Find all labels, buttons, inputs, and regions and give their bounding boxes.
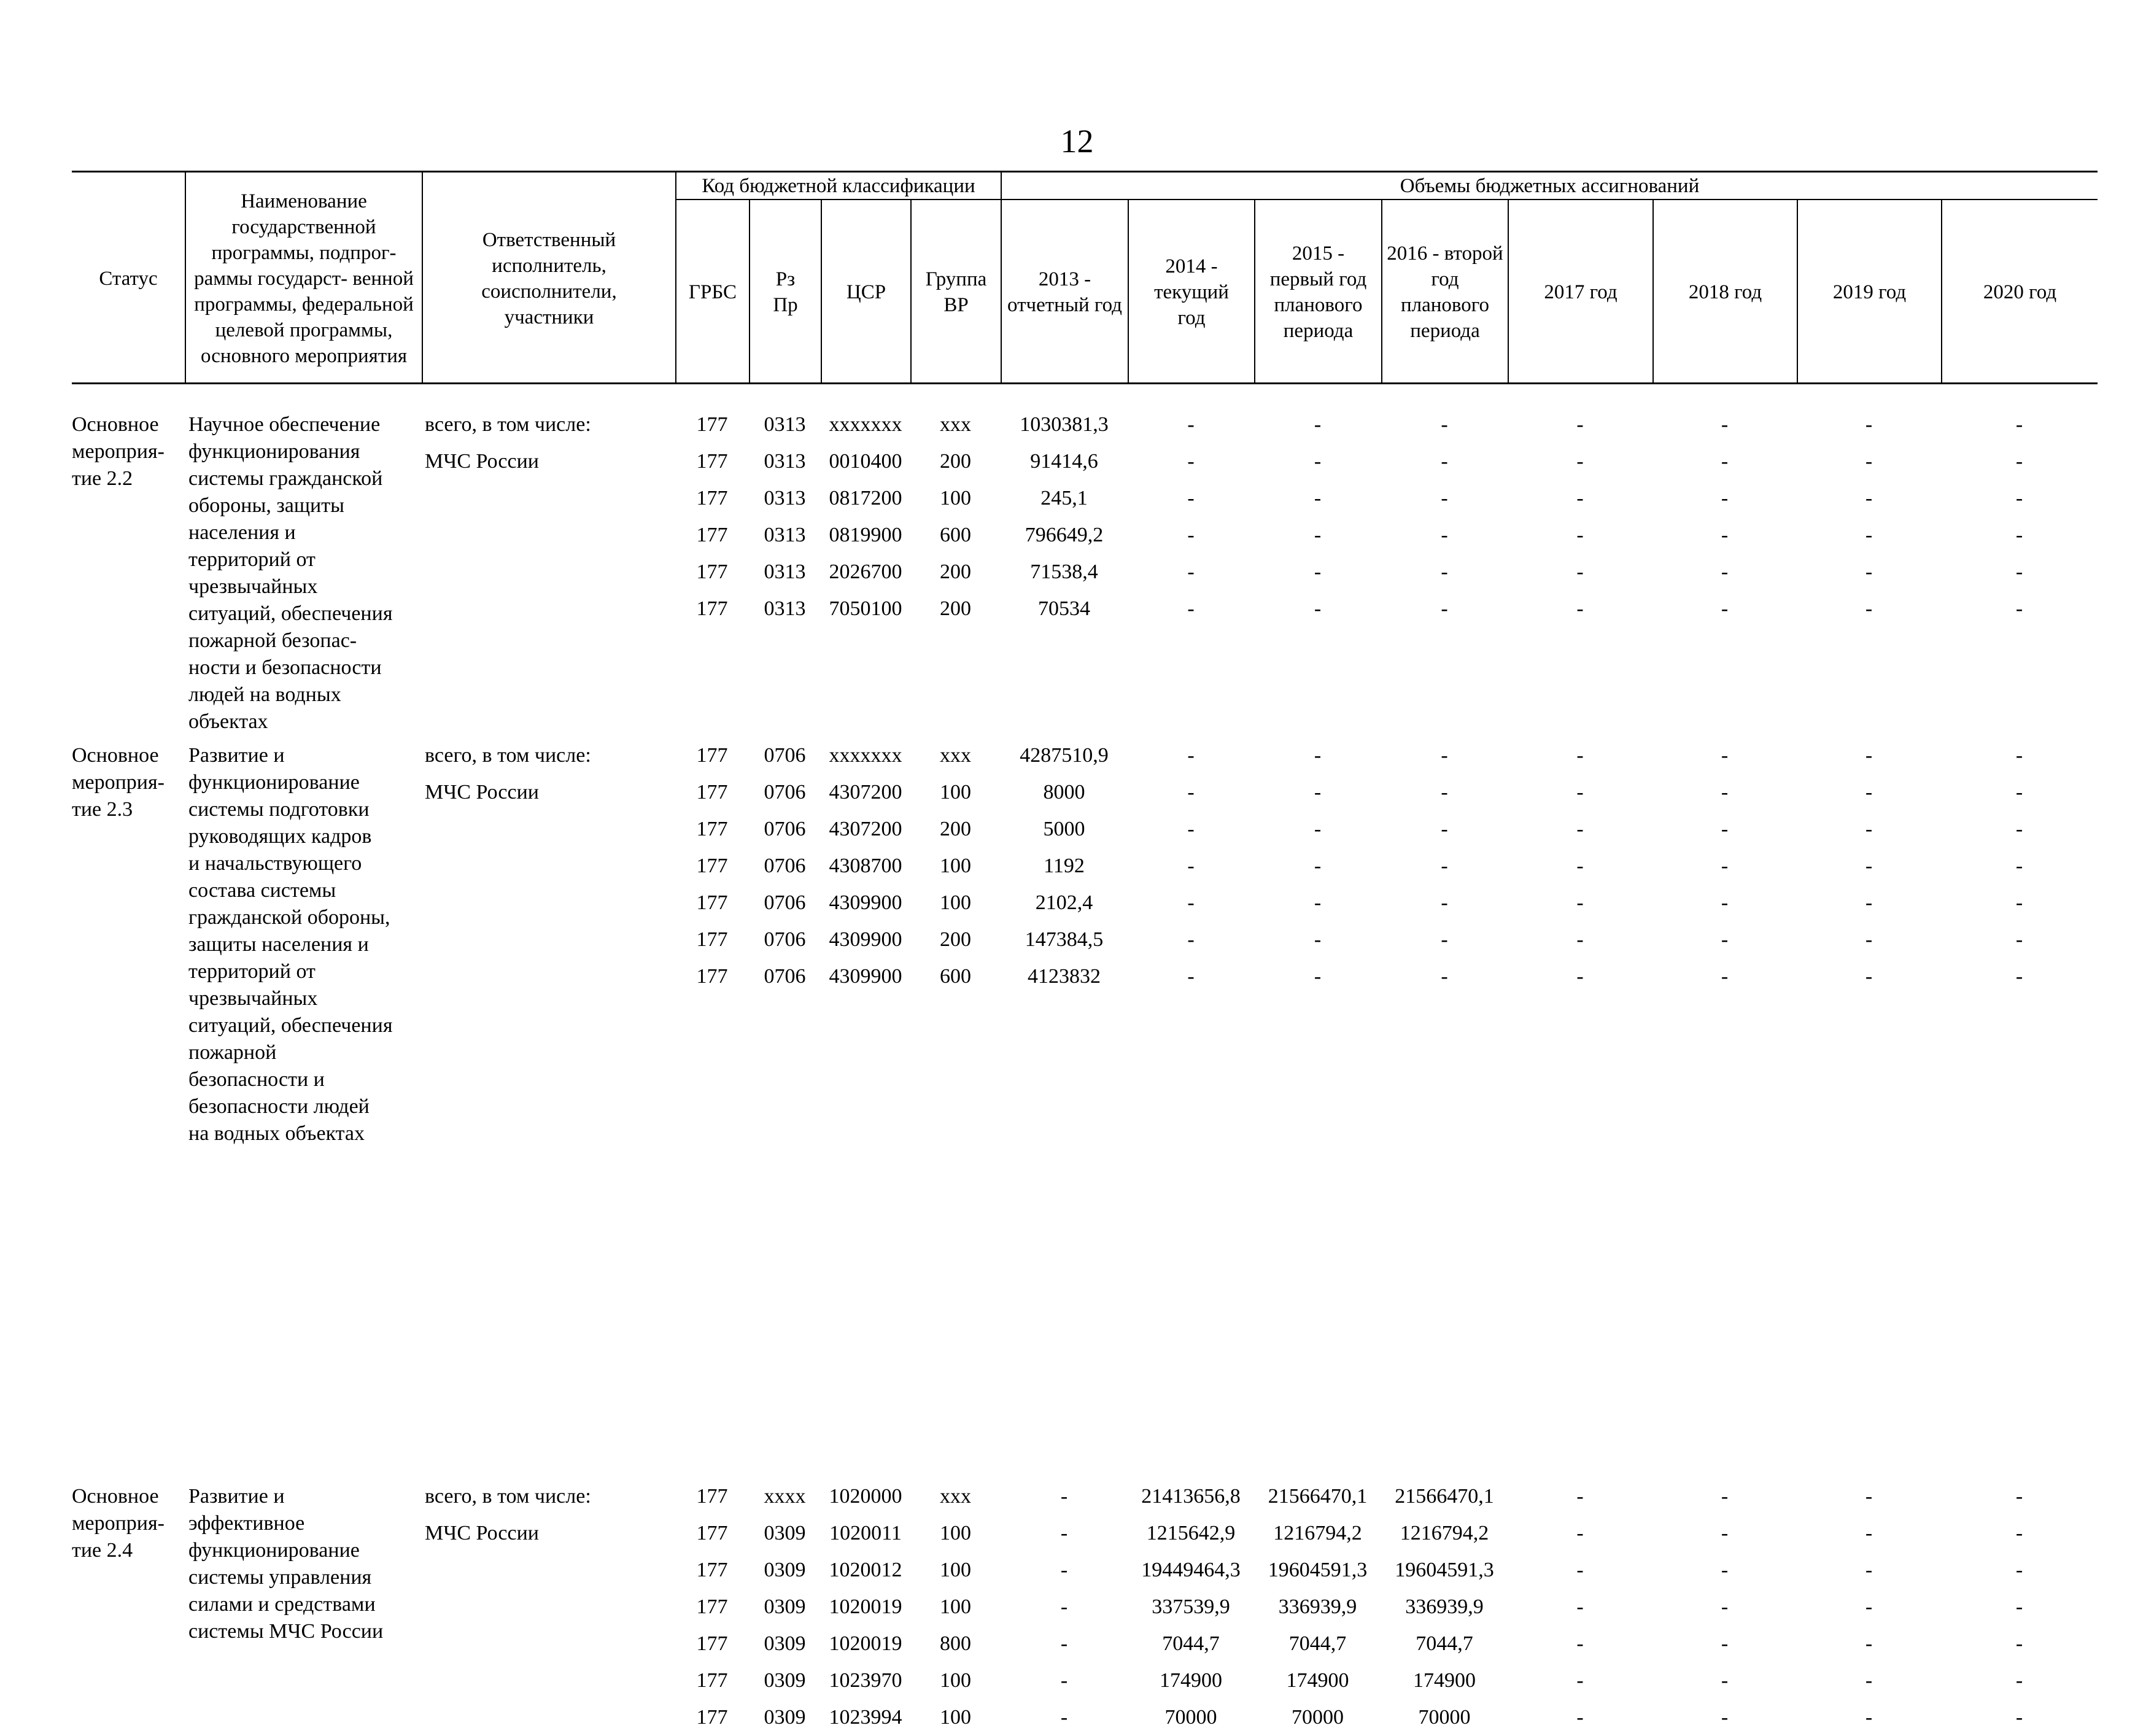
cell-y2019: - bbox=[1865, 1595, 1873, 1618]
cell-grbs: 177 bbox=[696, 1559, 728, 1581]
cell-y2018: - bbox=[1721, 597, 1729, 620]
table-row bbox=[72, 885, 2098, 921]
cell-y2015: - bbox=[1314, 891, 1322, 914]
cell-grbs: 177 bbox=[696, 891, 728, 914]
cell-y2017: - bbox=[1576, 1522, 1584, 1544]
cell-y2017: - bbox=[1576, 744, 1584, 767]
table-row bbox=[72, 737, 2098, 774]
cell-y2019: - bbox=[1865, 781, 1873, 804]
cell-csr: 0819900 bbox=[829, 524, 902, 546]
cell-y2013: 245,1 bbox=[1040, 487, 1088, 510]
cell-y2014: - bbox=[1187, 965, 1195, 988]
cell-y2016: - bbox=[1441, 744, 1448, 767]
cell-y2017: - bbox=[1576, 818, 1584, 840]
cell-y2013: - bbox=[1060, 1485, 1068, 1508]
cell-y2017: - bbox=[1576, 854, 1584, 877]
cell-rz-pr: 0309 bbox=[764, 1595, 806, 1618]
group-status: Основное мероприя- тие 2.3 bbox=[72, 744, 165, 821]
cell-y2013: 5000 bbox=[1043, 818, 1085, 840]
cell-y2015: - bbox=[1314, 965, 1322, 988]
cell-y2017: - bbox=[1576, 1559, 1584, 1581]
cell-y2016: 7044,7 bbox=[1416, 1632, 1473, 1655]
cell-vr: 100 bbox=[940, 487, 971, 510]
cell-y2020: - bbox=[2015, 1485, 2023, 1508]
cell-y2016: - bbox=[1441, 818, 1448, 840]
cell-y2017: - bbox=[1576, 928, 1584, 951]
cell-y2019: - bbox=[1865, 965, 1873, 988]
cell-y2013: 2102,4 bbox=[1035, 891, 1093, 914]
cell-y2017: - bbox=[1576, 891, 1584, 914]
cell-vr: 200 bbox=[940, 450, 971, 473]
cell-rz-pr: 0309 bbox=[764, 1669, 806, 1692]
cell-y2013: - bbox=[1060, 1632, 1068, 1655]
cell-vr: 200 bbox=[940, 560, 971, 583]
cell-y2019: - bbox=[1865, 1559, 1873, 1581]
cell-rz-pr: 0309 bbox=[764, 1559, 806, 1581]
cell-y2017: - bbox=[1576, 413, 1584, 436]
cell-csr: ххххххх bbox=[829, 744, 902, 767]
cell-y2020: - bbox=[2015, 1669, 2023, 1692]
cell-y2014: 70000 bbox=[1164, 1706, 1217, 1729]
cell-y2018: - bbox=[1721, 965, 1729, 988]
cell-csr: 1020011 bbox=[829, 1522, 902, 1544]
cell-y2019: - bbox=[1865, 744, 1873, 767]
cell-y2018: - bbox=[1721, 450, 1729, 473]
cell-y2020: - bbox=[2015, 781, 2023, 804]
cell-y2014: - bbox=[1187, 928, 1195, 951]
cell-vr: 600 bbox=[940, 524, 971, 546]
table-body bbox=[72, 384, 2098, 1729]
cell-y2014: - bbox=[1187, 781, 1195, 804]
cell-y2014: - bbox=[1187, 524, 1195, 546]
cell-y2019: - bbox=[1865, 450, 1873, 473]
cell-y2015: 1216794,2 bbox=[1273, 1522, 1362, 1544]
cell-y2017: - bbox=[1576, 1632, 1584, 1655]
table-row bbox=[72, 591, 2098, 627]
table-row bbox=[72, 406, 2098, 443]
cell-y2017: - bbox=[1576, 450, 1584, 473]
cell-grbs: 177 bbox=[696, 818, 728, 840]
cell-y2018: - bbox=[1721, 744, 1729, 767]
cell-rz-pr: 0706 bbox=[764, 965, 806, 988]
cell-y2020: - bbox=[2015, 560, 2023, 583]
cell-vr: 100 bbox=[940, 1522, 971, 1544]
header-2016: 2016 - второй год планового периода bbox=[1387, 242, 1503, 342]
cell-y2019: - bbox=[1865, 487, 1873, 510]
cell-y2019: - bbox=[1865, 1632, 1873, 1655]
cell-y2017: - bbox=[1576, 1485, 1584, 1508]
table-row bbox=[72, 1552, 2098, 1589]
cell-y2014: - bbox=[1187, 597, 1195, 620]
cell-rz-pr: 0309 bbox=[764, 1522, 806, 1544]
cell-y2017: - bbox=[1576, 1706, 1584, 1729]
cell-csr: 4307200 bbox=[829, 818, 902, 840]
cell-grbs: 177 bbox=[696, 1669, 728, 1692]
header-name: Наименование государственной программы, подпрог- раммы государст- венной программы, федеральной целевой программы, основного мероприятия bbox=[194, 190, 414, 367]
cell-y2020: - bbox=[2015, 413, 2023, 436]
cell-y2018: - bbox=[1721, 1485, 1729, 1508]
header-2019: 2019 год bbox=[1832, 281, 1907, 303]
cell-y2015: - bbox=[1314, 818, 1322, 840]
cell-y2019: - bbox=[1865, 560, 1873, 583]
group-status: Основное мероприя- тие 2.2 bbox=[72, 413, 165, 490]
table-row bbox=[72, 1478, 2098, 1515]
cell-grbs: 177 bbox=[696, 1595, 728, 1618]
cell-y2016: 70000 bbox=[1418, 1706, 1471, 1729]
cell-rz-pr: 0706 bbox=[764, 818, 806, 840]
cell-y2017: - bbox=[1576, 1669, 1584, 1692]
cell-y2014: 7044,7 bbox=[1162, 1632, 1220, 1655]
table-row bbox=[72, 774, 2098, 811]
cell-rz-pr: 0706 bbox=[764, 854, 806, 877]
cell-y2013: - bbox=[1060, 1595, 1068, 1618]
cell-csr: 2026700 bbox=[829, 560, 902, 583]
cell-vr: ххх bbox=[940, 413, 971, 436]
cell-vr: 600 bbox=[940, 965, 971, 988]
cell-rz-pr: 0313 bbox=[764, 597, 806, 620]
cell-y2020: - bbox=[2015, 965, 2023, 988]
cell-y2019: - bbox=[1865, 413, 1873, 436]
cell-y2014: 19449464,3 bbox=[1141, 1559, 1241, 1581]
cell-vr: 100 bbox=[940, 1595, 971, 1618]
table-row bbox=[72, 1699, 2098, 1736]
cell-y2016: - bbox=[1441, 487, 1448, 510]
cell-y2018: - bbox=[1721, 487, 1729, 510]
cell-grbs: 177 bbox=[696, 413, 728, 436]
cell-y2018: - bbox=[1721, 524, 1729, 546]
table-row bbox=[72, 1662, 2098, 1699]
header-code-group: Код бюджетной классификации bbox=[702, 174, 975, 197]
cell-rz-pr: 0313 bbox=[764, 413, 806, 436]
cell-vr: 100 bbox=[940, 891, 971, 914]
page-number: 12 bbox=[1060, 123, 1094, 160]
cell-csr: ххххххх bbox=[829, 413, 902, 436]
cell-y2014: 21413656,8 bbox=[1141, 1485, 1241, 1508]
cell-y2016: - bbox=[1441, 413, 1448, 436]
cell-y2013: 796649,2 bbox=[1025, 524, 1104, 546]
cell-y2015: - bbox=[1314, 487, 1322, 510]
table-row bbox=[72, 443, 2098, 480]
table-row bbox=[72, 921, 2098, 958]
header-vr: Группа ВР bbox=[925, 268, 987, 316]
responsible-total: всего, в том числе: bbox=[425, 744, 591, 767]
cell-y2019: - bbox=[1865, 1485, 1873, 1508]
cell-y2020: - bbox=[2015, 597, 2023, 620]
cell-y2014: 174900 bbox=[1160, 1669, 1222, 1692]
table-row bbox=[72, 480, 2098, 517]
header-rzpr: Рз Пр bbox=[773, 268, 798, 316]
cell-y2019: - bbox=[1865, 1706, 1873, 1729]
cell-grbs: 177 bbox=[696, 597, 728, 620]
cell-y2020: - bbox=[2015, 744, 2023, 767]
cell-y2015: - bbox=[1314, 524, 1322, 546]
cell-rz-pr: 0313 bbox=[764, 487, 806, 510]
cell-y2018: - bbox=[1721, 560, 1729, 583]
header-2014: 2014 - текущий год bbox=[1154, 255, 1229, 329]
cell-y2015: 70000 bbox=[1292, 1706, 1344, 1729]
cell-y2018: - bbox=[1721, 413, 1729, 436]
cell-y2015: - bbox=[1314, 597, 1322, 620]
table-header bbox=[72, 171, 2098, 384]
cell-grbs: 177 bbox=[696, 1706, 728, 1729]
header-grbs: ГРБС bbox=[688, 281, 737, 303]
cell-y2019: - bbox=[1865, 928, 1873, 951]
cell-y2013: 4123832 bbox=[1028, 965, 1101, 988]
cell-y2015: - bbox=[1314, 781, 1322, 804]
cell-y2016: 336939,9 bbox=[1405, 1595, 1484, 1618]
cell-grbs: 177 bbox=[696, 1485, 728, 1508]
group-name: Развитие и эффективное функционирование системы управления силами и средствами системы МЧС России bbox=[188, 1485, 384, 1643]
cell-y2013: - bbox=[1060, 1669, 1068, 1692]
responsible-total: всего, в том числе: bbox=[425, 413, 591, 436]
responsible-org: МЧС России bbox=[425, 781, 539, 804]
cell-y2018: - bbox=[1721, 1595, 1729, 1618]
cell-csr: 4307200 bbox=[829, 781, 902, 804]
cell-grbs: 177 bbox=[696, 560, 728, 583]
cell-vr: 800 bbox=[940, 1632, 971, 1655]
cell-csr: 4309900 bbox=[829, 928, 902, 951]
cell-y2016: 174900 bbox=[1413, 1669, 1476, 1692]
cell-vr: 200 bbox=[940, 818, 971, 840]
cell-y2018: - bbox=[1721, 928, 1729, 951]
cell-rz-pr: 0309 bbox=[764, 1632, 806, 1655]
cell-csr: 1020012 bbox=[829, 1559, 902, 1581]
cell-y2014: - bbox=[1187, 854, 1195, 877]
cell-vr: ххх bbox=[940, 1485, 971, 1508]
cell-csr: 1023994 bbox=[829, 1706, 902, 1729]
cell-y2015: 7044,7 bbox=[1288, 1632, 1347, 1655]
cell-y2013: 91414,6 bbox=[1030, 450, 1098, 473]
cell-y2018: - bbox=[1721, 1632, 1729, 1655]
cell-y2016: - bbox=[1441, 560, 1448, 583]
cell-vr: 100 bbox=[940, 854, 971, 877]
cell-csr: 0817200 bbox=[829, 487, 902, 510]
table-row bbox=[72, 848, 2098, 885]
table-row bbox=[72, 811, 2098, 848]
header-2018: 2018 год bbox=[1688, 281, 1762, 303]
cell-y2015: 336939,9 bbox=[1278, 1595, 1357, 1618]
cell-grbs: 177 bbox=[696, 744, 728, 767]
cell-vr: 200 bbox=[940, 928, 971, 951]
cell-grbs: 177 bbox=[696, 487, 728, 510]
table-row bbox=[72, 1626, 2098, 1662]
cell-y2014: - bbox=[1187, 413, 1195, 436]
cell-csr: 4309900 bbox=[829, 891, 902, 914]
cell-vr: 100 bbox=[940, 1559, 971, 1581]
cell-y2015: 21566470,1 bbox=[1268, 1485, 1368, 1508]
cell-y2018: - bbox=[1721, 891, 1729, 914]
cell-vr: 200 bbox=[940, 597, 971, 620]
cell-y2013: - bbox=[1060, 1706, 1068, 1729]
responsible-org: МЧС России bbox=[425, 450, 539, 473]
cell-y2016: - bbox=[1441, 965, 1448, 988]
cell-csr: 0010400 bbox=[829, 450, 902, 473]
cell-y2016: 21566470,1 bbox=[1395, 1485, 1494, 1508]
cell-csr: 1023970 bbox=[829, 1669, 902, 1692]
cell-grbs: 177 bbox=[696, 965, 728, 988]
cell-y2013: - bbox=[1060, 1559, 1068, 1581]
cell-y2018: - bbox=[1721, 818, 1729, 840]
group-status: Основное мероприя- тие 2.4 bbox=[72, 1485, 165, 1562]
cell-y2019: - bbox=[1865, 854, 1873, 877]
cell-y2018: - bbox=[1721, 781, 1729, 804]
group-name: Развитие и функционирование системы подготовки руководящих кадров и начальствующего состава системы гражданской обороны, защиты населения и территорий от чрезвычайных ситуаций, обеспечения пожарной безопасности и безопасности людей на водных объектах bbox=[188, 744, 393, 1145]
cell-y2016: - bbox=[1441, 781, 1448, 804]
cell-y2013: 70534 bbox=[1038, 597, 1090, 620]
cell-rz-pr: 0313 bbox=[764, 450, 806, 473]
cell-y2020: - bbox=[2015, 1595, 2023, 1618]
cell-y2015: - bbox=[1314, 560, 1322, 583]
cell-y2013: 1192 bbox=[1044, 854, 1085, 877]
cell-grbs: 177 bbox=[696, 450, 728, 473]
cell-rz-pr: 0706 bbox=[764, 928, 806, 951]
cell-y2018: - bbox=[1721, 1669, 1729, 1692]
cell-y2016: 1216794,2 bbox=[1400, 1522, 1489, 1544]
cell-y2013: 8000 bbox=[1043, 781, 1085, 804]
cell-y2019: - bbox=[1865, 524, 1873, 546]
cell-y2015: - bbox=[1314, 413, 1322, 436]
cell-y2016: - bbox=[1441, 524, 1448, 546]
cell-rz-pr: 0706 bbox=[764, 781, 806, 804]
table-row bbox=[72, 1589, 2098, 1626]
cell-y2019: - bbox=[1865, 891, 1873, 914]
cell-y2016: - bbox=[1441, 597, 1448, 620]
cell-csr: 7050100 bbox=[829, 597, 902, 620]
cell-y2014: - bbox=[1187, 450, 1195, 473]
group-name: Научное обеспечение функционирования системы гражданской обороны, защиты населения и территорий от чрезвычайных ситуаций, обеспечения пожарной безопас- ности и безопасности людей на водных объектах bbox=[188, 413, 393, 733]
cell-y2014: 337539,9 bbox=[1152, 1595, 1230, 1618]
cell-vr: 100 bbox=[940, 781, 971, 804]
cell-y2020: - bbox=[2015, 1559, 2023, 1581]
cell-y2020: - bbox=[2015, 854, 2023, 877]
cell-y2018: - bbox=[1721, 1706, 1729, 1729]
cell-y2020: - bbox=[2015, 450, 2023, 473]
responsible-org: МЧС России bbox=[425, 1522, 539, 1544]
cell-y2017: - bbox=[1576, 781, 1584, 804]
cell-y2019: - bbox=[1865, 818, 1873, 840]
cell-csr: 1020019 bbox=[829, 1595, 902, 1618]
header-csr: ЦСР bbox=[846, 281, 886, 303]
cell-y2013: 71538,4 bbox=[1030, 560, 1098, 583]
cell-grbs: 177 bbox=[696, 854, 728, 877]
cell-y2020: - bbox=[2015, 1632, 2023, 1655]
cell-y2015: - bbox=[1314, 928, 1322, 951]
cell-y2013: - bbox=[1060, 1522, 1068, 1544]
cell-grbs: 177 bbox=[696, 1522, 728, 1544]
cell-y2014: - bbox=[1187, 891, 1195, 914]
cell-y2020: - bbox=[2015, 928, 2023, 951]
header-2020: 2020 год bbox=[1983, 281, 2057, 303]
responsible-total: всего, в том числе: bbox=[425, 1485, 591, 1508]
cell-y2016: - bbox=[1441, 450, 1448, 473]
cell-y2016: - bbox=[1441, 854, 1448, 877]
cell-rz-pr: 0309 bbox=[764, 1706, 806, 1729]
cell-csr: 1020019 bbox=[829, 1632, 902, 1655]
header-responsible: Ответственный исполнитель, соисполнители, участники bbox=[481, 228, 617, 328]
cell-y2016: 19604591,3 bbox=[1395, 1559, 1494, 1581]
cell-y2015: - bbox=[1314, 450, 1322, 473]
header-volumes-group: Объемы бюджетных ассигнований bbox=[1400, 174, 1700, 197]
table-row bbox=[72, 554, 2098, 591]
cell-y2014: - bbox=[1187, 818, 1195, 840]
cell-y2018: - bbox=[1721, 1522, 1729, 1544]
cell-y2019: - bbox=[1865, 1522, 1873, 1544]
cell-grbs: 177 bbox=[696, 781, 728, 804]
cell-y2014: - bbox=[1187, 487, 1195, 510]
header-2013: 2013 - отчетный год bbox=[1007, 268, 1122, 316]
cell-rz-pr: 0313 bbox=[764, 560, 806, 583]
table-row bbox=[72, 958, 2098, 995]
cell-rz-pr: 0706 bbox=[764, 744, 806, 767]
table-row bbox=[72, 517, 2098, 554]
cell-grbs: 177 bbox=[696, 524, 728, 546]
cell-y2014: - bbox=[1187, 744, 1195, 767]
cell-y2019: - bbox=[1865, 597, 1873, 620]
cell-y2013: 4287510,9 bbox=[1020, 744, 1109, 767]
cell-rz-pr: 0706 bbox=[764, 891, 806, 914]
cell-y2020: - bbox=[2015, 1522, 2023, 1544]
cell-y2017: - bbox=[1576, 597, 1584, 620]
cell-y2014: 1215642,9 bbox=[1146, 1522, 1236, 1544]
cell-y2017: - bbox=[1576, 965, 1584, 988]
cell-y2015: - bbox=[1314, 854, 1322, 877]
cell-y2013: 1030381,3 bbox=[1020, 413, 1109, 436]
cell-y2015: 19604591,3 bbox=[1268, 1559, 1368, 1581]
cell-y2017: - bbox=[1576, 487, 1584, 510]
cell-y2018: - bbox=[1721, 1559, 1729, 1581]
cell-y2019: - bbox=[1865, 1669, 1873, 1692]
cell-y2020: - bbox=[2015, 1706, 2023, 1729]
cell-rz-pr: хххх bbox=[764, 1485, 806, 1508]
cell-csr: 4308700 bbox=[829, 854, 902, 877]
cell-csr: 4309900 bbox=[829, 965, 902, 988]
table-row bbox=[72, 1515, 2098, 1552]
cell-y2017: - bbox=[1576, 1595, 1584, 1618]
cell-y2020: - bbox=[2015, 818, 2023, 840]
header-2015: 2015 - первый год планового периода bbox=[1269, 242, 1367, 342]
header-2017: 2017 год bbox=[1544, 281, 1617, 303]
cell-y2015: - bbox=[1314, 744, 1322, 767]
cell-vr: 100 bbox=[940, 1669, 971, 1692]
cell-y2018: - bbox=[1721, 854, 1729, 877]
cell-y2020: - bbox=[2015, 891, 2023, 914]
cell-vr: ххх bbox=[940, 744, 971, 767]
cell-y2016: - bbox=[1441, 891, 1448, 914]
cell-y2017: - bbox=[1576, 524, 1584, 546]
cell-y2013: 147384,5 bbox=[1025, 928, 1104, 951]
header-status: Статус bbox=[99, 267, 158, 290]
cell-y2020: - bbox=[2015, 487, 2023, 510]
cell-grbs: 177 bbox=[696, 928, 728, 951]
cell-y2015: 174900 bbox=[1286, 1669, 1349, 1692]
cell-y2016: - bbox=[1441, 928, 1448, 951]
cell-y2017: - bbox=[1576, 560, 1584, 583]
cell-y2014: - bbox=[1187, 560, 1195, 583]
cell-rz-pr: 0313 bbox=[764, 524, 806, 546]
cell-csr: 1020000 bbox=[829, 1485, 902, 1508]
cell-vr: 100 bbox=[940, 1706, 971, 1729]
cell-grbs: 177 bbox=[696, 1632, 728, 1655]
cell-y2020: - bbox=[2015, 524, 2023, 546]
